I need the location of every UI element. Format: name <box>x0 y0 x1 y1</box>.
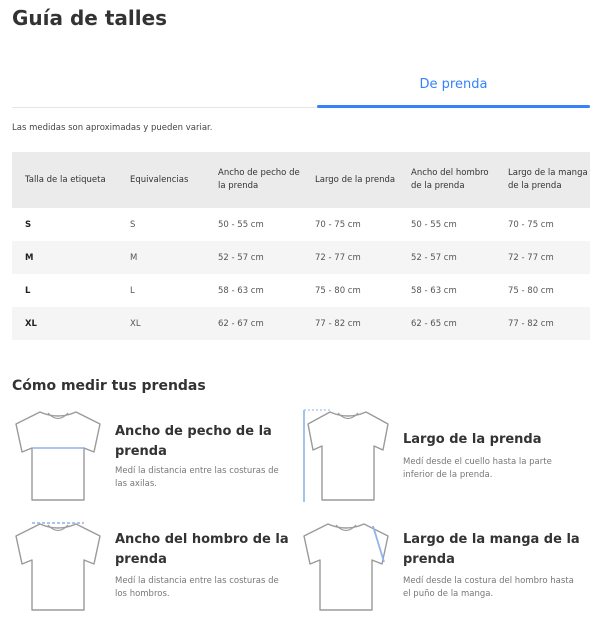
measure-card-title: Ancho de pecho de la prenda <box>115 424 272 459</box>
tshirt-shoulder-icon <box>12 518 104 614</box>
page-title: Guía de talles <box>12 6 168 30</box>
how-to-measure-title: Cómo medir tus prendas <box>12 378 206 394</box>
table-cell: 72 - 77 cm <box>508 252 554 263</box>
measure-card-title: Ancho del hombro de la prenda <box>115 532 289 567</box>
size-table <box>12 152 590 340</box>
table-row <box>12 274 590 307</box>
header-cell-shoulder: Ancho del hombro de la prenda <box>411 168 489 191</box>
header-cell-equivalence: Equivalencias <box>130 174 189 185</box>
table-row <box>12 208 590 241</box>
table-cell: 75 - 80 cm <box>315 285 361 296</box>
table-cell: 52 - 57 cm <box>411 252 457 263</box>
table-cell: L <box>130 285 135 296</box>
tshirt-chest-icon <box>12 408 104 504</box>
header-cell-sleeve: Largo de la manga de la prenda <box>508 168 588 191</box>
table-cell: 52 - 57 cm <box>218 252 264 263</box>
measure-card-title: Largo de la prenda <box>403 432 542 447</box>
measure-card-sleeve <box>300 518 590 618</box>
measurement-note: Las medidas son aproximadas y pueden variar. <box>12 123 213 133</box>
table-cell: 58 - 63 cm <box>411 285 457 296</box>
tshirt-length-icon <box>300 408 392 504</box>
measure-card-length <box>300 408 590 508</box>
measure-card-desc: Medí la distancia entre las costuras de las axilas. <box>115 466 279 489</box>
tab-bar <box>12 70 590 108</box>
measure-card-desc: Medí la distancia entre las costuras de los hombros. <box>115 576 279 599</box>
tshirt-sleeve-icon <box>300 518 392 614</box>
table-cell: M <box>130 252 138 263</box>
table-cell: 72 - 77 cm <box>315 252 361 263</box>
table-cell: S <box>130 219 136 230</box>
measure-card-desc: Medí desde la costura del hombro hasta el puño de la manga. <box>403 576 574 599</box>
table-row <box>12 307 590 340</box>
table-cell: 62 - 65 cm <box>411 318 457 329</box>
table-cell: 70 - 75 cm <box>508 219 554 230</box>
table-cell: 58 - 63 cm <box>218 285 264 296</box>
table-cell: 62 - 67 cm <box>218 318 264 329</box>
header-cell-size: Talla de la etiqueta <box>25 174 106 185</box>
table-cell: L <box>25 285 31 296</box>
table-header <box>12 152 590 208</box>
table-cell: 50 - 55 cm <box>218 219 264 230</box>
header-cell-chest: Ancho de pecho de la prenda <box>218 168 300 191</box>
table-row <box>12 241 590 274</box>
table-cell: 50 - 55 cm <box>411 219 457 230</box>
measure-card-shoulder <box>12 518 302 618</box>
tab-de-prenda[interactable]: De prenda <box>419 77 488 92</box>
table-cell: 77 - 82 cm <box>508 318 554 329</box>
tab-active-indicator <box>317 105 590 108</box>
table-cell: 77 - 82 cm <box>315 318 361 329</box>
table-cell: S <box>25 219 32 230</box>
measure-card-title: Largo de la manga de la prenda <box>403 532 580 567</box>
measure-card-desc: Medí desde el cuello hasta la parte inferior de la prenda. <box>403 457 552 480</box>
table-cell: XL <box>25 318 37 329</box>
table-cell: M <box>25 252 34 263</box>
table-cell: 75 - 80 cm <box>508 285 554 296</box>
table-cell: XL <box>130 318 141 329</box>
table-cell: 70 - 75 cm <box>315 219 361 230</box>
header-cell-length: Largo de la prenda <box>315 174 396 185</box>
measure-card-chest <box>12 408 302 508</box>
